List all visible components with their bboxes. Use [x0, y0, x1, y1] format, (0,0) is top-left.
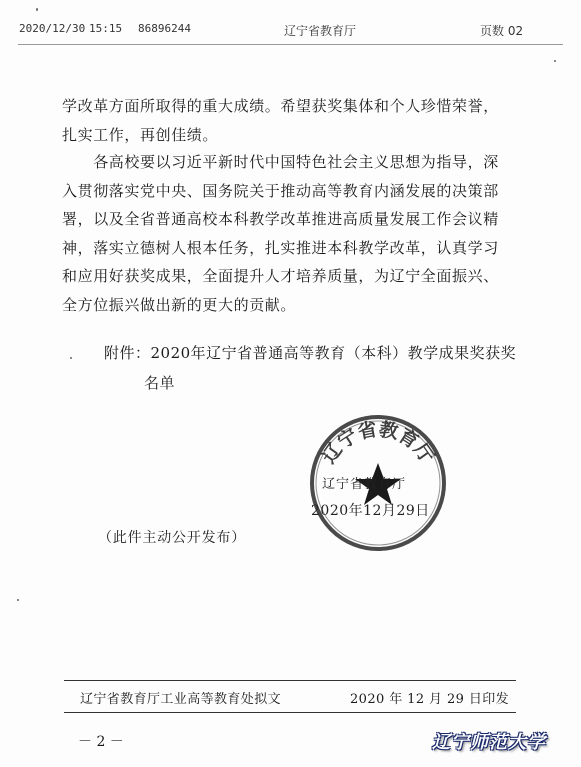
text-line: 入贯彻落实党中央、国务院关于推动高等教育内涵发展的决策部: [62, 181, 499, 200]
fax-number: 86896244: [138, 22, 191, 35]
text-line: 署，以及全省普通高校本科教学改革推进高质量发展工作会议精: [62, 210, 499, 228]
scan-speck: [17, 599, 19, 601]
text-line: 各高校要以习近平新时代中国特色社会主义思想为指导，深: [62, 153, 499, 171]
fax-page-count: 页数 02: [480, 24, 524, 38]
fax-header: [0, 18, 581, 42]
footer-rule-bottom: [64, 712, 516, 713]
scan-speck: [554, 60, 556, 62]
scan-speck: [36, 8, 38, 11]
signing-organization: 辽宁省教育厅: [322, 477, 407, 492]
fax-date: 2020/12/30: [19, 22, 86, 35]
text-line: 扎实工作，再创佳绩。: [62, 125, 219, 144]
attachment-note: [104, 338, 534, 398]
page-number: － 2 －: [78, 734, 124, 750]
fax-time: 15:15: [89, 22, 123, 35]
text-line: 全方位振兴做出新的更大的贡献。: [62, 295, 297, 314]
footer-print-date: 2020 年 12 月 29 日印发: [350, 692, 510, 707]
signing-date: 2020年12月29日: [311, 503, 430, 519]
public-release-note: （此件主动公开发布）: [98, 530, 246, 546]
scan-speck: [70, 357, 72, 359]
text-line: 神，落实立德树人根本任务，扎实推进本科教学改革，认真学习: [62, 238, 499, 257]
paragraph-closing: [62, 92, 532, 149]
attachment-line: 附件：2020年辽宁省普通高等教育（本科）教学成果奖获奖: [104, 344, 517, 362]
paragraph-instructions: [62, 148, 532, 319]
text-line: 学改革方面所取得的重大成绩。希望获奖集体和个人珍惜荣誉，: [62, 97, 499, 115]
footer-rule-top: [64, 680, 516, 681]
seal-text: 辽宁省教育厅: [317, 418, 439, 468]
fax-organization: 辽宁省教育厅: [284, 24, 357, 38]
fax-header-divider: [18, 44, 563, 45]
text-line: 和应用好获奖成果，全面提升人才培养质量，为辽宁全面振兴、: [62, 267, 499, 285]
attachment-line: 名单: [144, 374, 176, 392]
footer-issuer: 辽宁省教育厅工业高等教育处拟文: [80, 692, 282, 707]
svg-text:辽宁省教育厅: [318, 417, 438, 467]
watermark-logo: 辽宁师范大学: [432, 732, 546, 753]
